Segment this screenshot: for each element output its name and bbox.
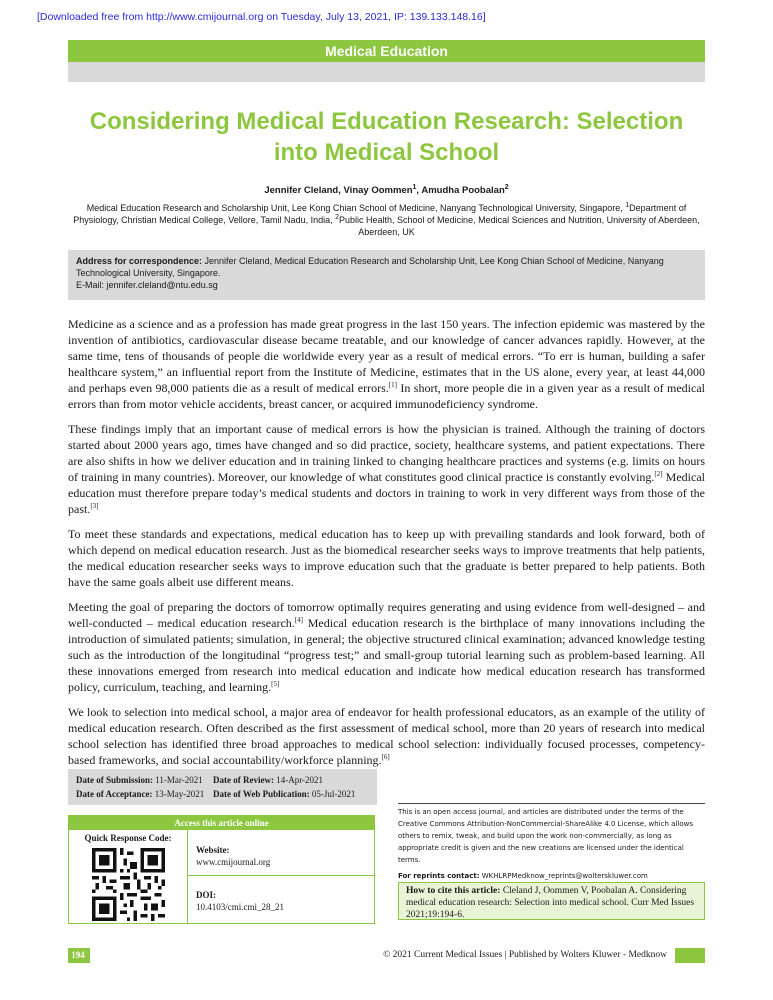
paragraph-4 [68, 599, 705, 695]
section-banner: Medical Education [68, 40, 705, 62]
paragraph-2 [68, 421, 705, 517]
cite-text: Cleland J, Oommen V, Poobalan A. Considering medical education research: Selection into medical school. Curr Med Issues 2021;19:194-6. [406, 886, 695, 920]
paragraph-1 [68, 316, 705, 412]
reprints-email[interactable]: WKHLRPMedknow_reprints@wolterskluwer.com [479, 872, 648, 880]
header-band [68, 62, 705, 82]
cite-label: How to cite this article: [406, 886, 501, 896]
doi-cell [188, 877, 374, 913]
reprints-label: For reprints contact: [398, 872, 480, 880]
affiliation-sup-2: 2 [335, 214, 339, 221]
citation-ref[interactable]: [4] [294, 616, 303, 624]
correspondence-email: E-Mail: jennifer.cleland@ntu.edu.sg [76, 280, 218, 290]
website-link[interactable]: www.cmijournal.org [196, 857, 271, 867]
citation-ref[interactable]: [1] [388, 381, 397, 389]
correspondence-label: Address for correspondence: [76, 256, 203, 266]
review-date: 14-Apr-2021 [273, 775, 324, 785]
website-label: Website: [196, 845, 230, 855]
copyright: © 2021 Current Medical Issues | Published by Wolters Kluwer - Medknow [90, 948, 675, 963]
paragraph-text: In short, more people die in a given year as a result of medical errors than from motor vehicle accidents, breast cancer, or acquired immunodeficiency syndrome. [68, 381, 705, 411]
paragraph-text: These findings imply that an important cause of medical errors is how the physician is trained. Although the training of doctors started about 2000 years ago, times have changed and so did practice, society, healthcare systems, and patient expectations. There are also shifts in how we deliver education and in training linked to changing healthcare practices and systems (e.g. limits on hours of training in many countries). Moreover, our knowledge of what constitutes good clinical practice is constantly evolving. [68, 422, 705, 484]
citation-ref[interactable]: [5] [271, 680, 280, 688]
dates-box [68, 769, 377, 805]
submission-label: Date of Submission: [76, 775, 154, 785]
article-title: Considering Medical Education Research: Selection into Medical School [89, 108, 684, 166]
paragraph-5 [68, 704, 705, 768]
affiliations [68, 202, 705, 238]
review-label: Date of Review: [213, 775, 274, 785]
paragraph-text: Medicine as a science and as a profession has made great progress in the last 150 years. The infection epidemic was mastered by the invention of antibiotics, cardiovascular disease became treatable, and our knowledge of cancer advances rapidly. However, at the same time, tens of thousands of people die worldwide every year as a result of medical errors. “To err is human, building a safer healthcare system,” an influential report from the Institute of Medicine, estimates that in the US alone, every year, at least 44,000 and perhaps even 98,000 patients die as a result of medical errors. [68, 317, 705, 395]
acceptance-label: Date of Acceptance: [76, 789, 153, 799]
doi-label: DOI: [196, 890, 216, 900]
affiliation-sup-1: 1 [625, 202, 630, 209]
doi-value[interactable]: 10.4103/cmi.cmi_28_21 [196, 902, 284, 912]
access-online-box [68, 815, 375, 924]
license-notice [398, 803, 705, 882]
author-names-1: Jennifer Cleland, Vinay Oommen [264, 185, 413, 196]
author-names-2: , Amudha Poobalan [416, 185, 505, 196]
correspondence-box [68, 250, 705, 300]
paragraph-text: Meeting the goal of preparing the doctors of tomorrow optimally requires generating and using evidence from well-designed – and well-conducted – medical education research. [68, 600, 705, 630]
authors [68, 185, 705, 196]
access-header: Access this article online [69, 816, 374, 830]
citation-ref[interactable]: [6] [381, 753, 390, 761]
page-footer [68, 948, 705, 963]
submission-date: 11-Mar-2021 [153, 775, 203, 785]
author-sup-2: 2 [504, 183, 509, 191]
paragraph-3: To meet these standards and expectations, medical education has to keep up with prevailing standards and look forward, both of which depend on medical education research. Just as the biomedical researcher seeks ways to improve treatments that help patients, the medical education researcher seeks ways to improve education such that the graduate is better prepared to help patients. Both have the same goals albeit use different means. [68, 527, 705, 589]
paragraph-text: We look to selection into medical school, a major area of endeavor for health professional educators, as an example of the utility of medical education research. Often described as the first assessment of medical school, more than 20 years of research into medical school selection has identified three broad approaches to medical school selection: individually focused processes, competency-based frameworks, and social accountability/workforce planning. [68, 705, 705, 767]
acceptance-date: 13-May-2021 [152, 789, 205, 799]
download-notice: [Downloaded free from http://www.cmijournal.org on Tuesday, July 13, 2021, IP: 139.133.148.16] [37, 11, 486, 23]
article-body [68, 316, 705, 777]
qr-cell [69, 830, 188, 923]
paragraph-text: Medical education research is the birthplace of many innovations including the introduction of simulated patients; simulation, in general; the objective structured clinical examination; advanced knowledge testing such as the introduction of the longitudinal “progress test;” and small-group tutorial learning such as problem-based learning. All these innovations emerged from research into medical education and indicate how medical education research has transformed policy, curriculum, teaching, and learning. [68, 616, 706, 694]
citation-ref[interactable]: [2] [654, 470, 663, 478]
affiliation-1: Medical Education Research and Scholarship Unit, Lee Kong Chian School of Medicine, Nanyang Technological University, Singapore, [86, 203, 626, 213]
affiliation-3: Public Health, School of Medicine, Medical Sciences and Nutrition, University of Aberdeen, Aberdeen, UK [339, 215, 700, 237]
correspondence-text: Jennifer Cleland, Medical Education Research and Scholarship Unit, Lee Kong Chian School of Medicine, Nanyang Technological University, Singapore. [76, 256, 664, 278]
page-number: 194 [71, 950, 85, 960]
webpub-date: 05-Jul-2021 [309, 789, 356, 799]
website-cell [188, 830, 374, 876]
license-text: This is an open access journal, and articles are distributed under the terms of the Creative Commons Attribution-NonCommercial-ShareAlike 4.0 License, which allows others to remix, tweak, and build upon the work non-commercially, as long as appropriate credit is given and the new creations are licensed under the identical terms. [398, 808, 693, 864]
affiliation-2: Department of Physiology, Christian Medical College, Vellore, Tamil Nadu, India, [73, 203, 687, 225]
qr-label: Quick Response Code: [84, 833, 172, 843]
qr-code-icon[interactable] [92, 848, 165, 921]
paragraph-text: Medical education must therefore prepare today’s medical students and doctors in training to work in very different ways from those of the past. [68, 470, 705, 516]
webpub-label: Date of Web Publication: [213, 789, 310, 799]
author-sup-1: 1 [412, 183, 417, 191]
citation-box [398, 882, 705, 920]
citation-ref[interactable]: [3] [90, 502, 99, 510]
